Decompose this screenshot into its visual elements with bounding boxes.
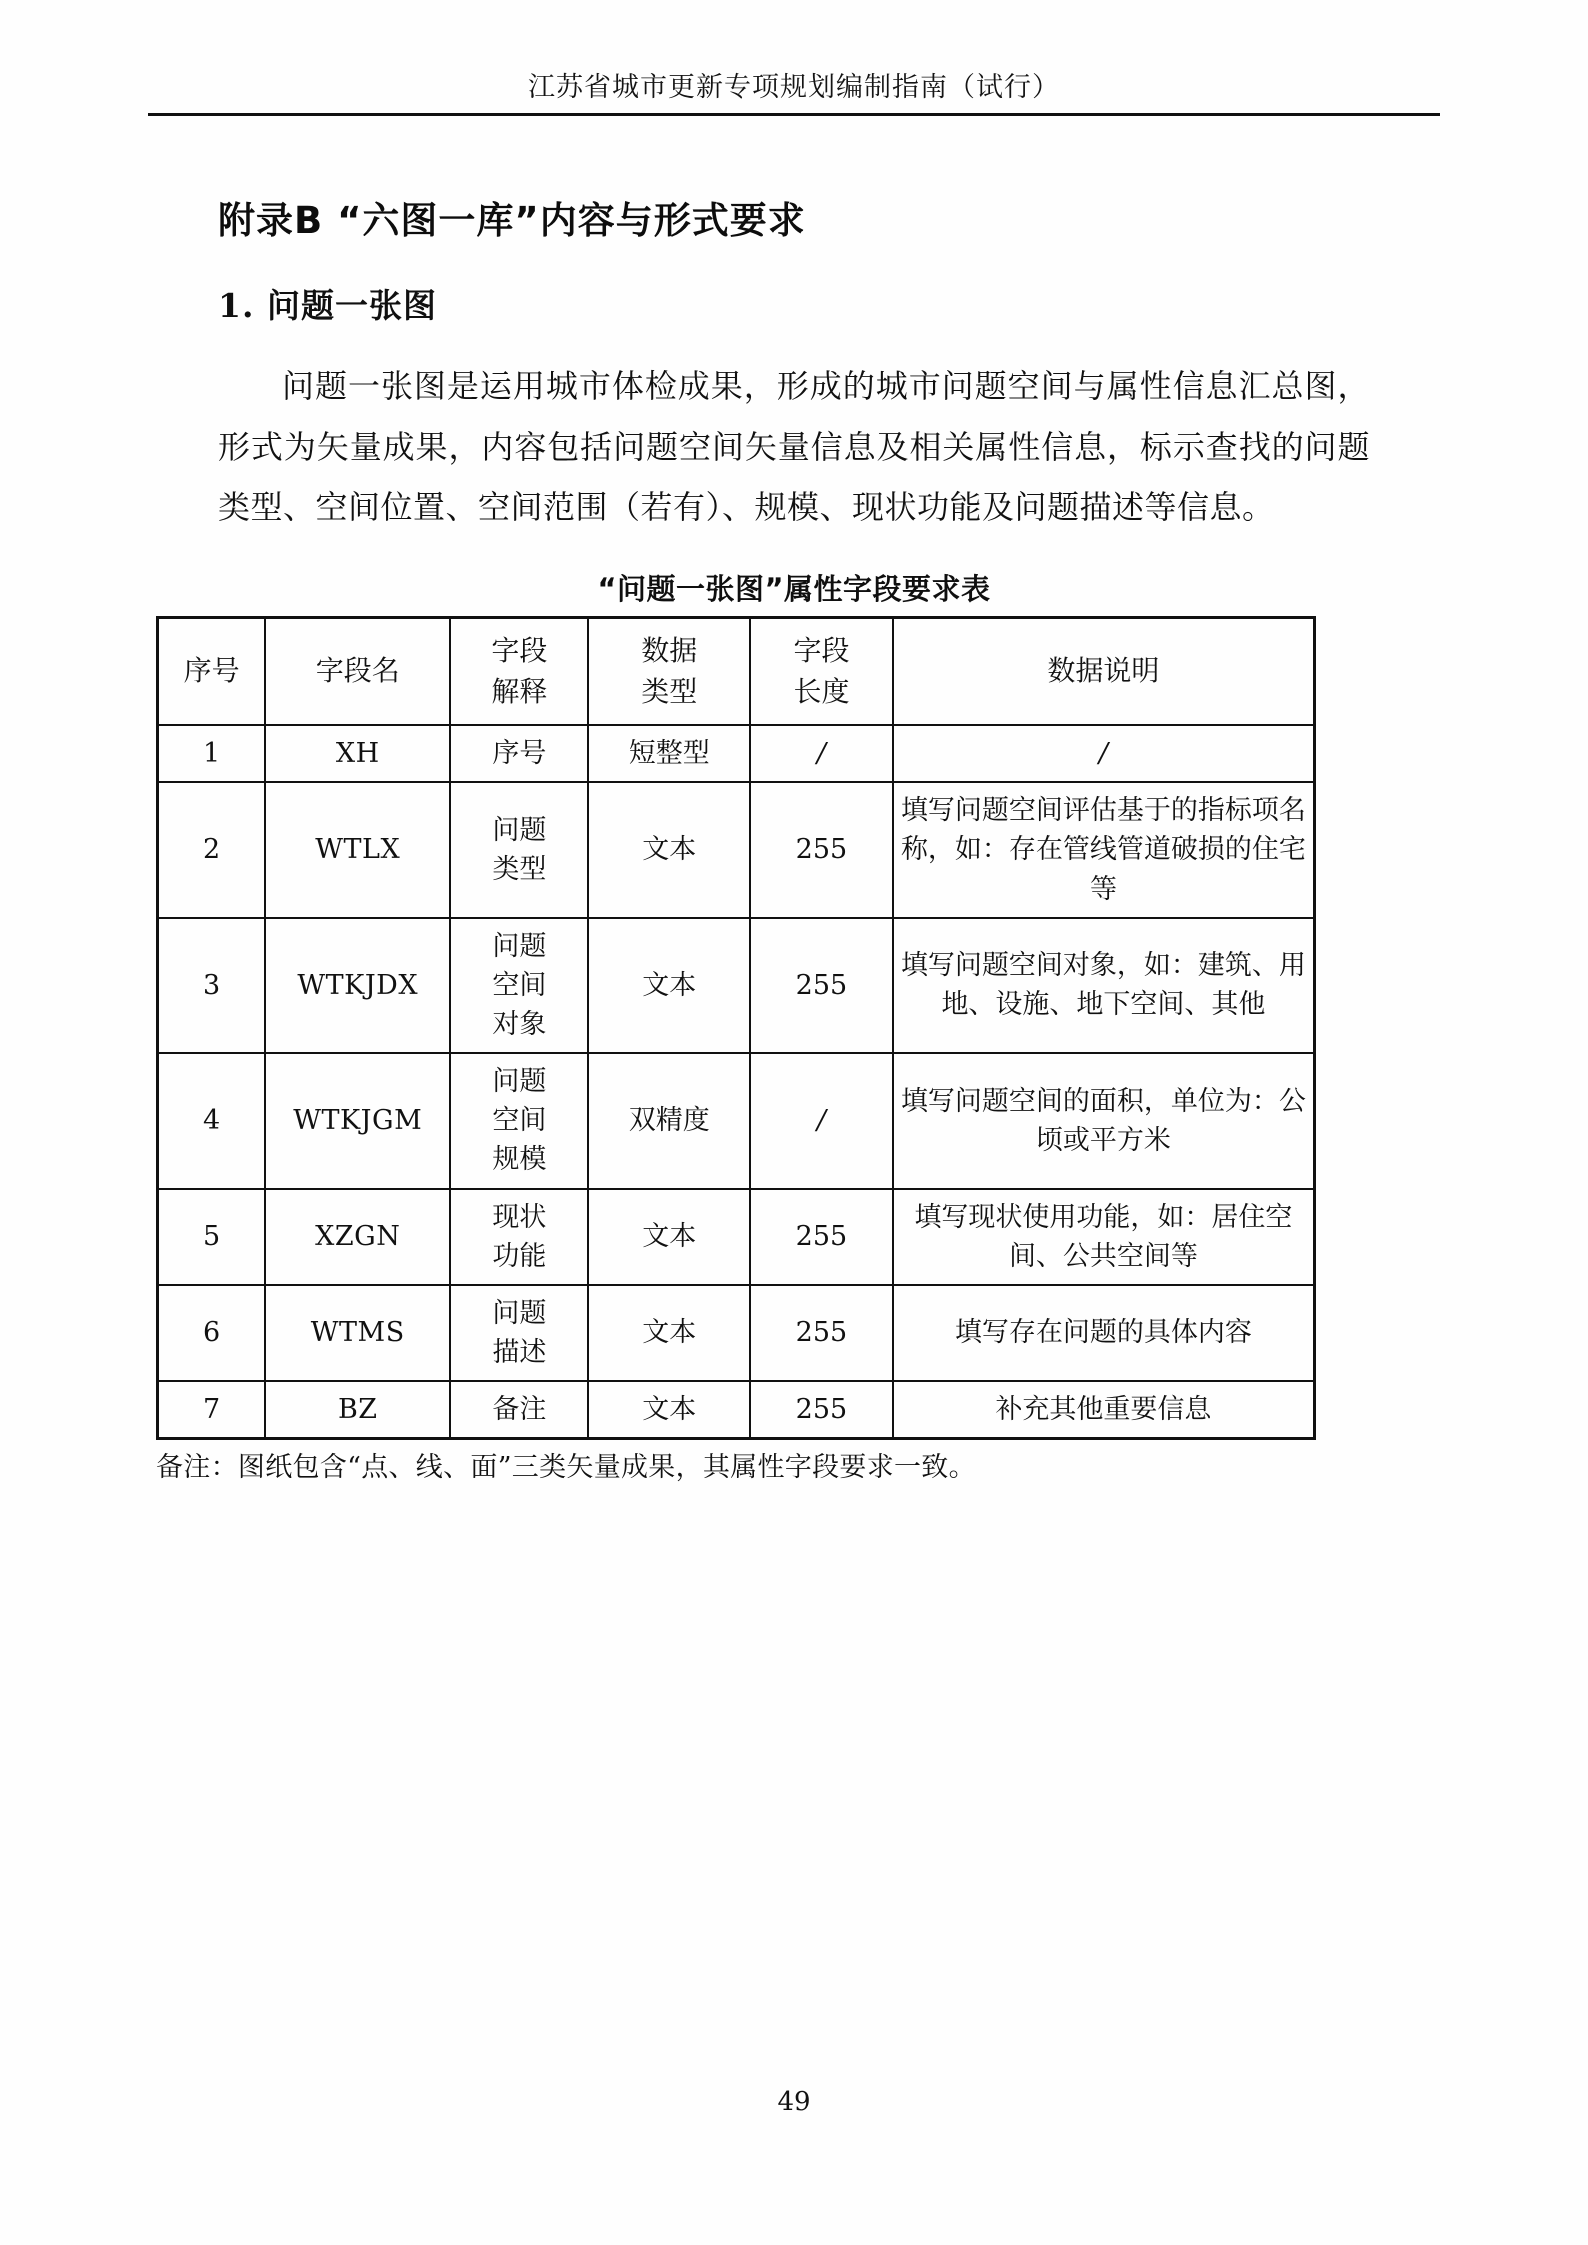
cell-description: 填写问题空间的面积，单位为：公顷或平方米 bbox=[893, 1053, 1315, 1188]
cell-explanation bbox=[450, 1189, 588, 1285]
cell-description: 补充其他重要信息 bbox=[893, 1381, 1315, 1439]
cell-no: 2 bbox=[158, 782, 266, 917]
cell-description: 填写问题空间对象，如：建筑、用地、设施、地下空间、其他 bbox=[893, 918, 1315, 1053]
page-content bbox=[156, 196, 1370, 1489]
column-header-length-line2: 长度 bbox=[793, 674, 850, 708]
appendix-title: 附录B “六图一库”内容与形式要求 bbox=[218, 199, 806, 242]
cell-field: WTKJGM bbox=[265, 1053, 450, 1188]
cell-explanation-line3: 规模 bbox=[492, 1144, 547, 1176]
cell-description: / bbox=[893, 725, 1315, 782]
table-row bbox=[158, 918, 1315, 1053]
header-divider bbox=[148, 113, 1440, 116]
table-row bbox=[158, 1285, 1315, 1381]
cell-explanation-line2: 功能 bbox=[492, 1240, 547, 1272]
table-caption: “问题一张图”属性字段要求表 bbox=[597, 571, 991, 606]
cell-field: XZGN bbox=[265, 1189, 450, 1285]
cell-no: 7 bbox=[158, 1381, 266, 1439]
cell-length: / bbox=[750, 725, 893, 782]
cell-length: 255 bbox=[750, 1189, 893, 1285]
cell-explanation-line1: 现状 bbox=[492, 1201, 547, 1233]
section-title: 1. 问题一张图 bbox=[218, 285, 437, 325]
cell-explanation-line1: 问题 bbox=[492, 1066, 547, 1098]
column-header-explanation-line1: 字段 bbox=[491, 633, 548, 667]
column-header-explanation-line2: 解释 bbox=[491, 674, 548, 708]
column-header-length bbox=[750, 617, 893, 725]
cell-explanation bbox=[450, 782, 588, 917]
cell-length: / bbox=[750, 1053, 893, 1188]
cell-explanation-line1: 问题 bbox=[492, 930, 547, 962]
page-number: 49 bbox=[777, 2087, 811, 2117]
cell-explanation bbox=[450, 918, 588, 1053]
cell-explanation-line2: 描述 bbox=[492, 1336, 547, 1368]
cell-explanation bbox=[450, 1285, 588, 1381]
table-row bbox=[158, 1189, 1315, 1285]
cell-length: 255 bbox=[750, 918, 893, 1053]
cell-length: 255 bbox=[750, 782, 893, 917]
cell-description: 填写问题空间评估基于的指标项名称，如：存在管线管道破损的住宅等 bbox=[893, 782, 1315, 917]
cell-datatype: 文本 bbox=[588, 1189, 750, 1285]
table-header-row bbox=[158, 617, 1315, 725]
cell-explanation-line2: 空间 bbox=[492, 969, 547, 1001]
cell-explanation: 备注 bbox=[450, 1381, 588, 1439]
cell-datatype: 文本 bbox=[588, 1381, 750, 1439]
table-row bbox=[158, 782, 1315, 917]
cell-length: 255 bbox=[750, 1381, 893, 1439]
cell-no: 4 bbox=[158, 1053, 266, 1188]
cell-datatype: 短整型 bbox=[588, 725, 750, 782]
column-header-datatype-line2: 类型 bbox=[641, 674, 698, 708]
cell-explanation-line1: 问题 bbox=[492, 814, 547, 846]
cell-explanation-line3: 对象 bbox=[492, 1008, 547, 1040]
cell-field: WTLX bbox=[265, 782, 450, 917]
cell-no: 5 bbox=[158, 1189, 266, 1285]
cell-explanation-line2: 类型 bbox=[492, 853, 547, 885]
body-paragraph: 问题一张图是运用城市体检成果，形成的城市问题空间与属性信息汇总图，形式为矢量成果，内容包括问题空间矢量信息及相关属性信息，标示查找的问题类型、空间位置、空间范围（若有）、规模、现状功能及问题描述等信息。 bbox=[218, 367, 1370, 526]
running-header-title: 江苏省城市更新专项规划编制指南（试行） bbox=[528, 72, 1060, 103]
cell-explanation: 序号 bbox=[450, 725, 588, 782]
table-row bbox=[158, 725, 1315, 782]
column-header-length-line1: 字段 bbox=[793, 633, 850, 667]
cell-no: 1 bbox=[158, 725, 266, 782]
cell-field: BZ bbox=[265, 1381, 450, 1439]
cell-no: 3 bbox=[158, 918, 266, 1053]
cell-explanation bbox=[450, 1053, 588, 1188]
attribute-field-table bbox=[156, 616, 1316, 1440]
table-body bbox=[158, 725, 1315, 1439]
column-header-datatype bbox=[588, 617, 750, 725]
table-row bbox=[158, 1381, 1315, 1439]
table-note: 备注：图纸包含“点、线、面”三类矢量成果，其属性字段要求一致。 bbox=[156, 1452, 976, 1484]
cell-field: WTMS bbox=[265, 1285, 450, 1381]
cell-datatype: 文本 bbox=[588, 782, 750, 917]
cell-field: XH bbox=[265, 725, 450, 782]
cell-explanation-line1: 问题 bbox=[492, 1297, 547, 1329]
column-header-no: 序号 bbox=[158, 617, 266, 725]
cell-field: WTKJDX bbox=[265, 918, 450, 1053]
cell-datatype: 文本 bbox=[588, 918, 750, 1053]
cell-description: 填写现状使用功能，如：居住空间、公共空间等 bbox=[893, 1189, 1315, 1285]
column-header-datatype-line1: 数据 bbox=[641, 633, 698, 667]
cell-length: 255 bbox=[750, 1285, 893, 1381]
cell-description: 填写存在问题的具体内容 bbox=[893, 1285, 1315, 1381]
cell-no: 6 bbox=[158, 1285, 266, 1381]
running-header bbox=[150, 72, 1438, 104]
column-header-description: 数据说明 bbox=[893, 617, 1315, 725]
column-header-field: 字段名 bbox=[265, 617, 450, 725]
table-header bbox=[158, 617, 1315, 725]
column-header-explanation bbox=[450, 617, 588, 725]
cell-datatype: 文本 bbox=[588, 1285, 750, 1381]
table-row bbox=[158, 1053, 1315, 1188]
cell-datatype: 双精度 bbox=[588, 1053, 750, 1188]
cell-explanation-line2: 空间 bbox=[492, 1105, 547, 1137]
